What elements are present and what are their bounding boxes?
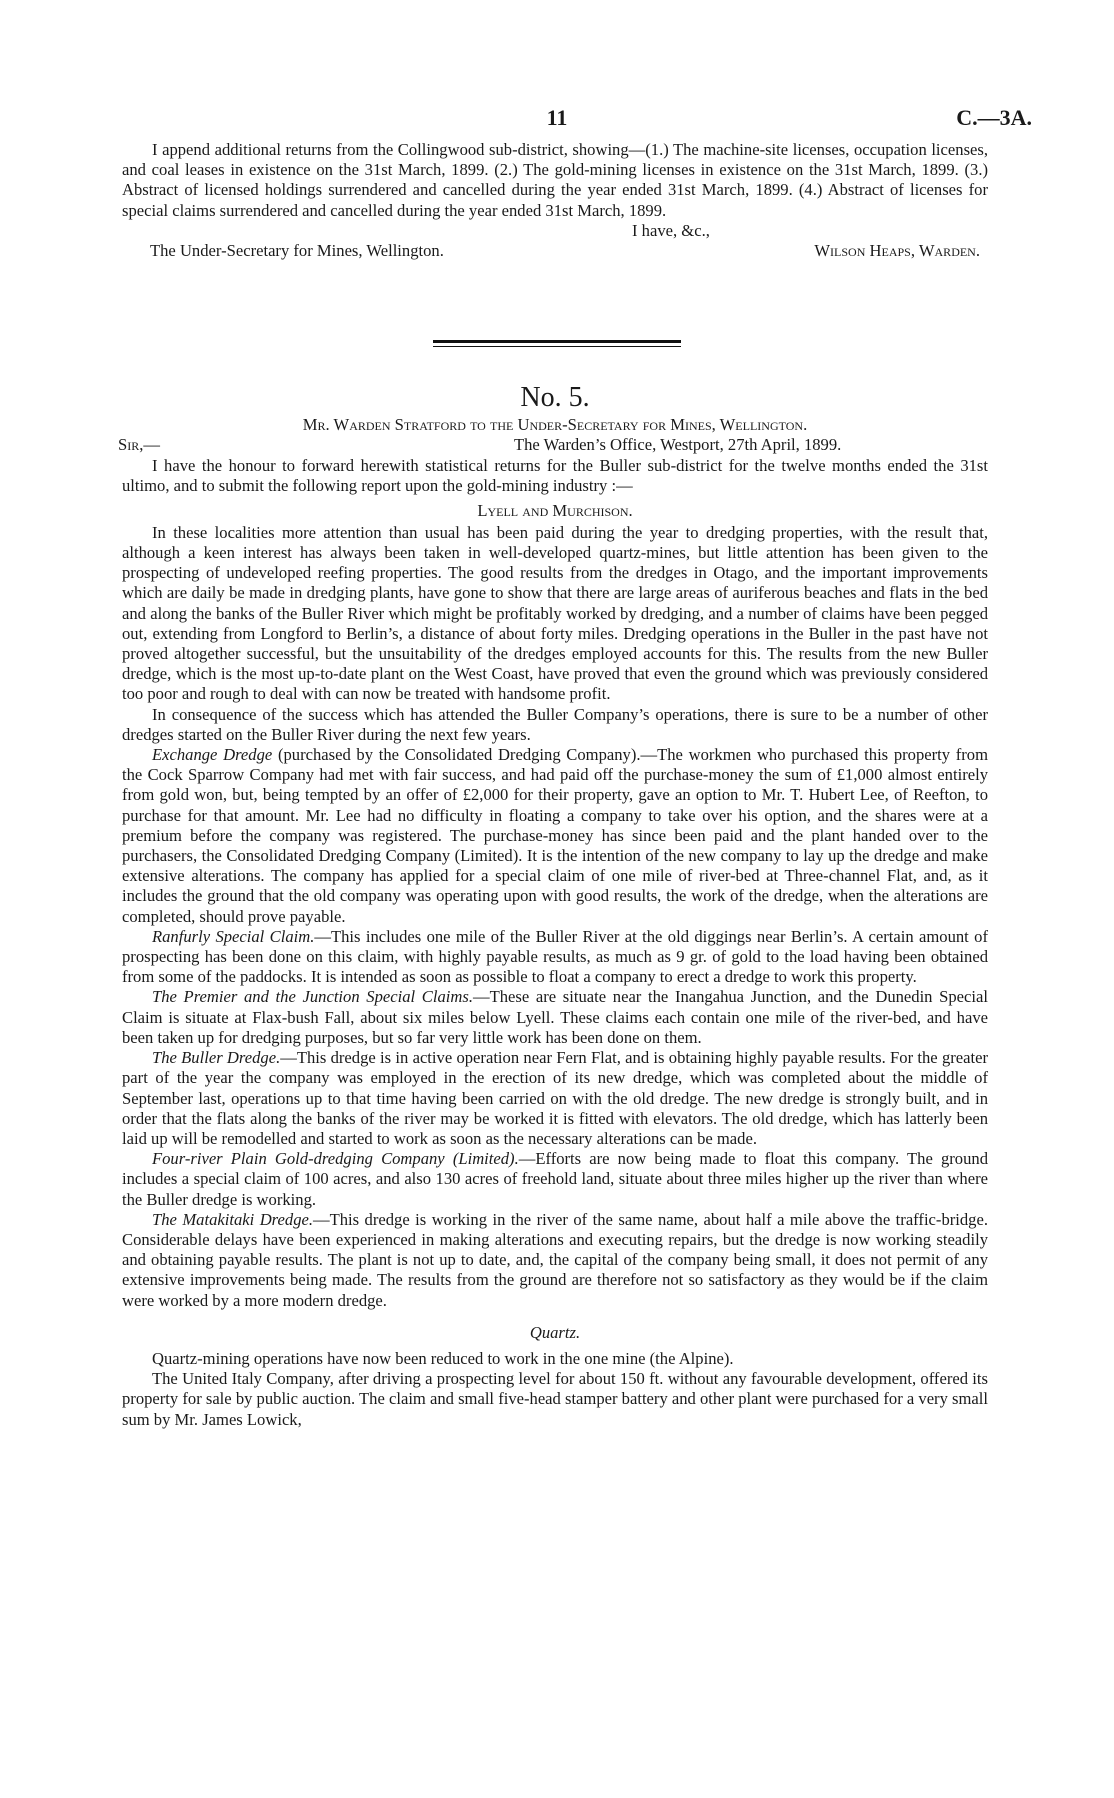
top-letter-closing: I have, &c., <box>632 220 710 240</box>
paragraph-united-italy: The United Italy Company, after driving a prospecting level for about 150 ft. without any favourable development, offered its property for sale by public auction. The claim and small five-head stamper battery and other plant were purchased for a very small sum by Mr. James Lowick, <box>122 1369 988 1429</box>
salutation: Sir,— <box>118 435 160 455</box>
page-number: 11 <box>546 105 568 130</box>
paragraph-premier-junction: The Premier and the Junction Special Claims.—These are situate near the Inangahua Junction, and the Dunedin Special Claim is situate at Flax-bush Fall, about six miles below Lyell. These claims each contain one mile of the river-bed, and have been taken up for dredging purposes, but so far very little work has been done on them. <box>122 987 988 1047</box>
section-heading-lyell: Lyell and Murchison. <box>477 500 633 520</box>
top-letter-signature: Wilson Heaps, Warden. <box>814 241 980 261</box>
buller-dredge-title: The Buller Dredge. <box>152 1048 281 1068</box>
exchange-dredge-title: Exchange Dredge <box>152 745 273 765</box>
dateline: The Warden’s Office, Westport, 27th April, 1899. <box>514 435 842 455</box>
ranfurly-title: Ranfurly Special Claim. <box>152 926 315 946</box>
paragraph-buller-company: In consequence of the success which has attended the Buller Company’s operations, there is sure to be a number of other dredges started on the Buller River during the next few years. <box>122 704 988 744</box>
letter-5 <box>118 381 988 1430</box>
paragraph-exchange-dredge: Exchange Dredge (purchased by the Consolidated Dredging Company).—The workmen who purchased this property from the Cock Sparrow Company had met with fair success, and had paid off the purchase-money the sum of £1,000 almost entirely from gold won, but, being tempted by an offer of £2,000 for their property, gave an option to Mr. T. Hubert Lee, of Reefton, to purchase for that amount. Mr. Lee had no difficulty in floating a company to take over his option, and the shares were at a premium before the company was registered. The purchase-money has since been paid and the plant handed over to the purchasers, the Consolidated Dredging Company (Limited). It is the intention of the new company to lay up the dredge and make extensive alterations. The company has applied for a special claim of one mile of river-bed at Three-channel Flat, and, as it includes the ground that the old company was operating upon with good results, the work of the dredge, when the alterations are completed, should prove payable. <box>122 745 988 926</box>
top-letter-addressee: The Under-Secretary for Mines, Wellington. <box>150 241 444 261</box>
intro-paragraph: I have the honour to forward herewith statistical returns for the Buller sub-district for the twelve months ended the 31st ultimo, and to submit the following report upon the gold-mining industry :— <box>122 456 988 496</box>
paragraph-four-river: Four-river Plain Gold-dredging Company (Limited).—Efforts are now being made to float this company. The ground includes a special claim of 100 acres, and also 130 acres of freehold land, situate about three miles higher up the river than where the Buller dredge is working. <box>122 1149 988 1209</box>
letter-number-heading: No. 5. <box>520 382 590 413</box>
paragraph-ranfurly: Ranfurly Special Claim.—This includes one mile of the Buller River at the old diggings near Berlin’s. A certain amount of prospecting has been done on this claim, with highly payable results, as much as 9 gr. of gold to the load having been obtained from some of the paddocks. It is intended as soon as possible to float a company to erect a dredge to work this property. <box>122 926 988 987</box>
paragraph-dredging: In these localities more attention than usual has been paid during the year to dredging properties, with the result that, although a keen interest has always been taken in well-developed quartz-mines, but little attention has been given to the prospecting of undeveloped reefing properties. The good results from the dredges in Otago, and the important improvements which are daily be made in dredging plants, have gone to show that there are large areas of auriferous beaches and flats in the bed and along the banks of the Buller River which might be profitably worked by dredging, and a number of claims have been pegged out, extending from Longford to Berlin’s, a distance of about forty miles. Dredging operations in the Buller in the past have not proved altogether successful, but the unsuitability of the dredges employed accounts for this. The results from the new Buller dredge, which is the most up-to-date plant on the West Coast, have proved that even the ground which was previously considered too poor and rough to deal with can now be treated with handsome profit. <box>122 522 988 704</box>
matakitaki-title: The Matakitaki Dredge. <box>152 1209 313 1229</box>
top-letter <box>122 140 988 262</box>
section-divider-thin <box>433 346 681 347</box>
paragraph-quartz-mining: Quartz-mining operations have now been reduced to work in the one mine (the Alpine). <box>152 1348 734 1368</box>
paragraph-matakitaki: The Matakitaki Dredge.—This dredge is working in the river of the same name, about half a mile above the traffic-bridge. Considerable delays have been experienced in making alterations and executing repairs, but the dredge is now working steadily and obtaining payable results. The plant is not up to date, and, the capital of the company being small, it does not permit of any extensive improvements being made. The results from the ground are therefore not so satisfactory as they would be if the claim were worked by a more modern dredge. <box>122 1209 988 1310</box>
letter-title: Mr. Warden Stratford to the Under-Secretary for Mines, Wellington. <box>302 415 808 434</box>
section-heading-quartz: Quartz. <box>529 1322 581 1342</box>
premier-junction-title: The Premier and the Junction Special Claims. <box>152 987 473 1007</box>
top-letter-body: I append additional returns from the Collingwood sub-district, showing—(1.) The machine-site licenses, occupation licenses, and coal leases in existence on the 31st March, 1899. (2.) The gold-mining licenses in existence on the 31st March, 1899. (3.) Abstract of licensed holdings surrendered and cancelled during the year ended 31st March, 1899. (4.) Abstract of licenses for special claims surrendered and cancelled during the year ended 31st March, 1899. <box>122 140 988 220</box>
document-reference: C.—3A. <box>956 105 1032 130</box>
section-divider <box>433 340 681 343</box>
paragraph-buller-dredge: The Buller Dredge.—This dredge is in active operation near Fern Flat, and is obtaining highly payable results. For the greater part of the year the company was employed in the erection of its new dredge, which was completed about the middle of September last, operations up to that time having been carried on with the old dredge. The new dredge is strongly built, and in order that the flats along the banks of the river may be worked it is fitted with elevators. The old dredge, which has latterly been laid up will be remodelled and started to work as soon as the necessary alterations can be made. <box>122 1048 988 1148</box>
four-river-title: Four-river Plain Gold-dredging Company (Limited). <box>152 1149 519 1169</box>
